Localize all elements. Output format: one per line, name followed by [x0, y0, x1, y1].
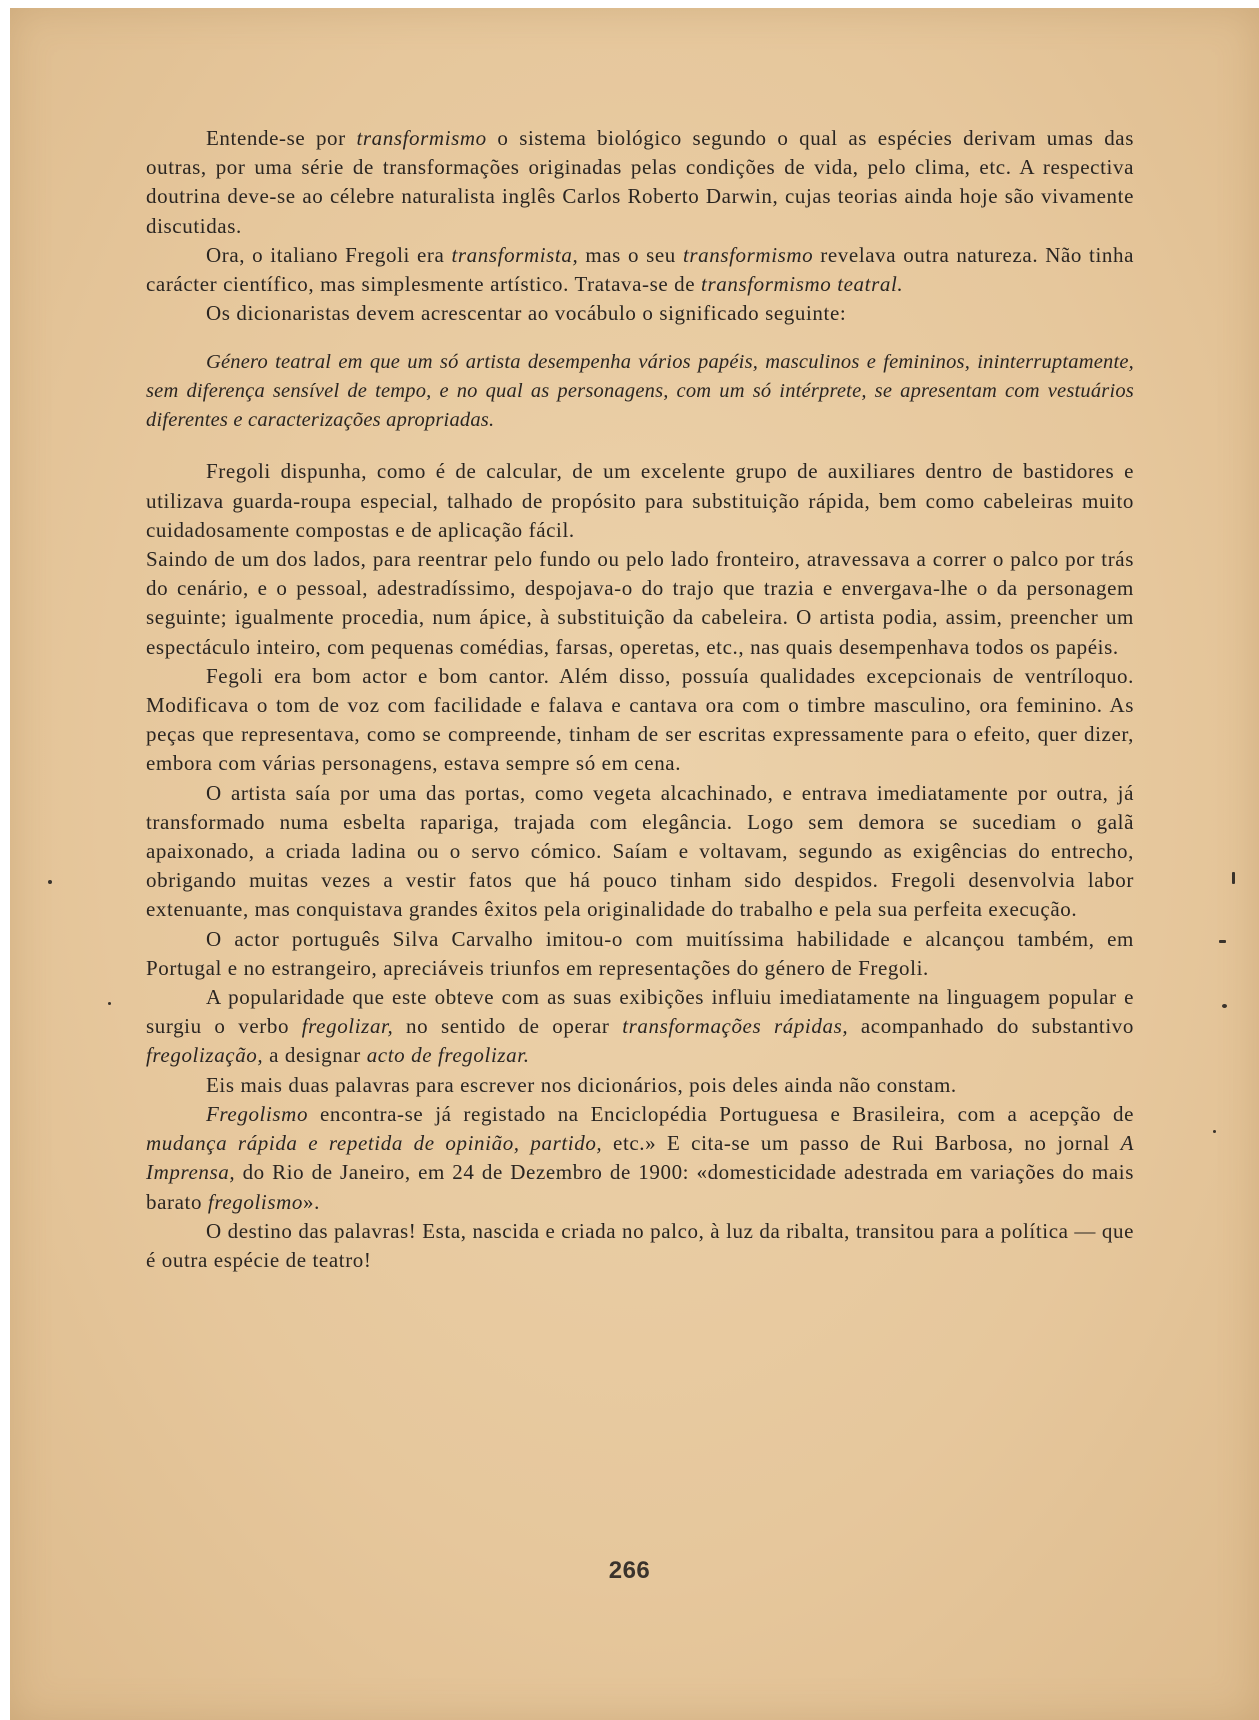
- paragraph-transformismo: [146, 124, 1134, 241]
- paragraph-auxiliares: Fregoli dispunha, como é de calcular, de um excelente grupo de auxiliares dentro de bastidores e utilizava guarda-roupa especial, talhado de propósito para substituição rápida, bem como cabeleiras muito cuidadosamente compostas e de aplicação fácil.: [146, 459, 1134, 542]
- text-run: no sentido de operar: [393, 1014, 623, 1039]
- paper-speck: [48, 880, 52, 884]
- paper-speck: [1219, 940, 1226, 943]
- text-run: Ora, o italiano Fregoli era: [206, 242, 452, 267]
- italic-term: transformismo: [682, 242, 814, 267]
- italic-term: transformismo: [356, 126, 487, 150]
- paragraph-eis-mais: Eis mais duas palavras para escrever nos dicionários, pois deles ainda não constam.: [206, 1072, 957, 1097]
- paragraph-saindo: Saindo de um dos lados, para reentrar pelo fundo ou pelo lado fronteiro, atravessava a correr o palco por trás do cenário, e o pessoal, adestradíssimo, despojava-o do trajo que trazia e envergava-lhe o da personagem seguinte; igualmente procedia, num ápice, à substituição da cabeleira. O artista podia, assim, preencher um espectáculo inteiro, com pequenas comédias, farsas, operetas, etc., nas quais desempenhava todos os papéis.: [146, 547, 1134, 659]
- text-run: o sistema biológico segundo o qual as espécies derivam umas das outras, por uma série de transformações originadas pelas condições de vida, pelo clima, etc. A respectiva doutrina deve-se ao célebre naturalista inglês Carlos Roberto Darwin, cujas teorias ainda hoje são vivamente discutidas.: [146, 126, 1134, 238]
- text-run: acompanhado do substantivo: [848, 1014, 1134, 1039]
- italic-term: transformismo teatral.: [701, 272, 904, 297]
- italic-term: fregolizar,: [301, 1014, 394, 1039]
- italic-term: transformista,: [451, 242, 579, 267]
- paper-speck: [1213, 1130, 1216, 1133]
- page-number: 266: [608, 1557, 651, 1584]
- paragraph-fegoli: Fegoli era bom actor e bom cantor. Além disso, possuía qualidades excepcionais de ventríloquo. Modificava o tom de voz com facilidade e falava e cantava ora com o timbre masculino, ora feminino. As peças que representava, como se compreende, tinham de ser escritas expressamente para o efeito, quer dizer, embora com várias personagens, estava sempre só em cena.: [146, 663, 1134, 776]
- text-run: a designar: [263, 1043, 367, 1068]
- italic-term: transformações rápidas,: [622, 1014, 849, 1039]
- paragraph-silva-carvalho: O actor português Silva Carvalho imitou-o com muitíssima habilidade e alcançou também, em Portugal e no estrangeiro, apreciáveis triunfos em representações do género de Fregoli.: [146, 926, 1134, 980]
- italic-term: mudança rápida e repetida de opinião, partido,: [146, 1131, 603, 1156]
- definition-quote: Género teatral em que um só artista desempenha vários papéis, masculinos e femininos, ininterruptamente, sem diferença sensível de tempo, e no qual as personagens, com um só intérprete, se apresentam com vestuários diferentes e caracterizações apropriadas.: [146, 351, 1134, 432]
- italic-term: fregolismo: [207, 1189, 303, 1214]
- text-run: A popularidade que este obteve com as suas exibições influiu imediatamente na linguagem popular e surgiu o verbo: [146, 985, 1134, 1039]
- paragraph-fregoli-intro: [146, 241, 1134, 299]
- page-body-text: [146, 124, 1134, 1275]
- italic-term: Fregolismo: [206, 1101, 309, 1126]
- paragraph-artista-saia: O artista saía por uma das portas, como vegeta alcachinado, e entrava imediatamente por outra, já transformado numa esbelta rapariga, trajada com elegância. Logo sem demora se sucediam o galã apaixonado, a criada ladina ou o servo cómico. Saíam e voltavam, segundo as exigências do entrecho, obrigando muitas vezes a vestir fatos que há pouco tinham sido despidos. Fregoli desenvolvia labor extenuante, mas conquistava grandes êxitos pela originalidade do trabalho e pela sua perfeita execução.: [146, 780, 1134, 922]
- italic-term: acto de fregolizar.: [366, 1043, 530, 1068]
- text-run: etc.» E cita-se um passo de Rui Barbosa, no jornal: [602, 1131, 1121, 1156]
- paper-speck: [1232, 872, 1235, 884]
- paragraph-dicionaristas: Os dicionaristas devem acrescentar ao vocábulo o significado seguinte:: [206, 301, 847, 326]
- paragraph-destino: O destino das palavras! Esta, nascida e criada no palco, à luz da ribalta, transitou para a política — que é outra espécie de teatro!: [146, 1218, 1134, 1272]
- italic-term: A Imprensa,: [146, 1131, 1134, 1185]
- paper-speck: [1222, 1004, 1227, 1008]
- text-run: ».: [302, 1189, 320, 1214]
- text-run: revelava outra natureza. Não tinha carácter científico, mas simplesmente artístico. Tratava-se de: [146, 242, 1134, 297]
- text-run: encontra-se já registado na Enciclopédia Portuguesa e Brasileira, com a acepção de: [308, 1101, 1134, 1126]
- text-run: do Rio de Janeiro, em 24 de Dezembro de 1900: «domesticidade adestrada em variações do mais barato: [146, 1160, 1134, 1214]
- text-run: Entende-se por: [206, 126, 357, 150]
- italic-term: fregolização,: [146, 1043, 264, 1068]
- paragraph-fregolismo: [146, 1100, 1134, 1217]
- paper-speck: [108, 1002, 111, 1005]
- text-run: mas o seu: [578, 242, 683, 267]
- paragraph-popularidade: [146, 983, 1134, 1071]
